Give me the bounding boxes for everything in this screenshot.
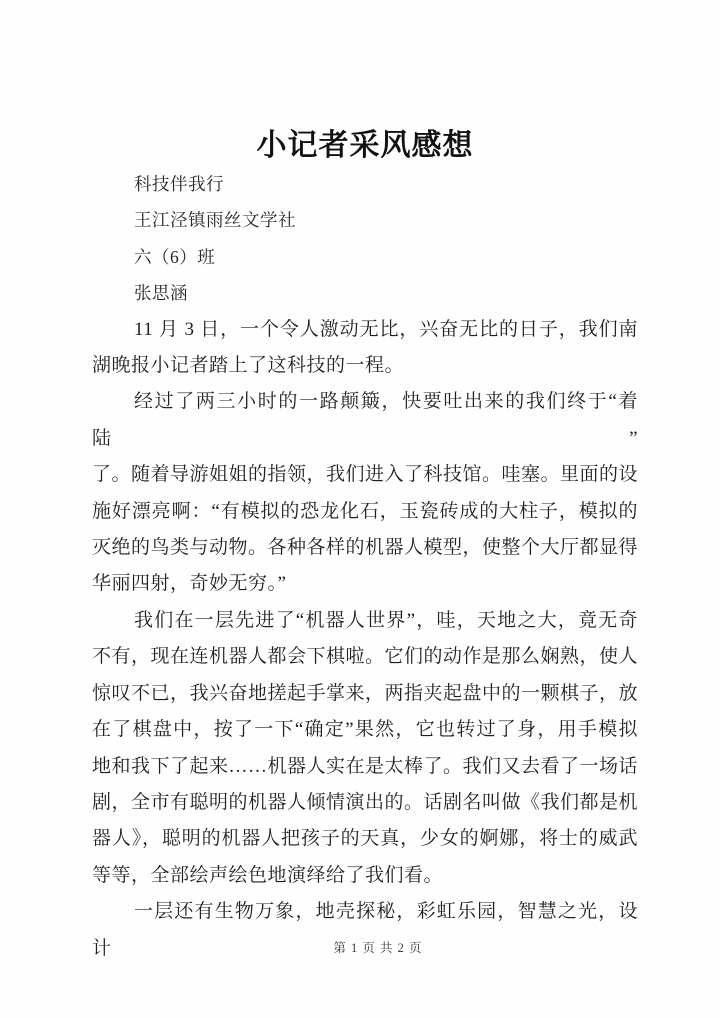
body-line: 等等，全部绘声绘色地演绎给了我们看。	[92, 864, 444, 886]
body-line: 施好漂亮啊：“有模拟的恐龙化石，玉瓷砖成的大柱子，模拟的	[92, 500, 638, 522]
byline-line-class: 六（6）班	[134, 246, 216, 267]
byline-line-club-slogan: 科技伴我行	[134, 174, 224, 194]
byline-line-author: 张思涵	[134, 283, 188, 304]
body-line: 灭绝的鸟类与动物。各种各样的机器人模型，使整个大厅都显得	[92, 537, 639, 559]
body-line: 我们在一层先进了“机器人世界”，哇，天地之大，竟无奇	[134, 609, 638, 631]
body-line: 不有，现在连机器人都会下棋啦。它们的动作是那么娴熟，使人	[92, 646, 639, 668]
body-line: 华丽四射，奇妙无穷。”	[92, 573, 287, 595]
byline-line-society: 王江泾镇雨丝文学社	[134, 210, 296, 231]
body-line: 经过了两三小时的一路颠簸，快要吐出来的我们终于“着陆”	[92, 391, 638, 449]
body-line: 惊叹不已，我兴奋地搓起手掌来，两指夹起盘中的一颗棋子，放	[92, 682, 639, 704]
body-line: 剧，全市有聪明的机器人倾情演出的。话剧名叫做《我们都是机	[92, 791, 639, 813]
document-title: 小记者采风感想	[256, 129, 474, 162]
body-line: 在了棋盘中，按了一下“确定”果然，它也转过了身，用手模拟	[92, 719, 638, 741]
body-line: 了。随着导游姐姐的指领，我们进入了科技馆。哇塞。里面的设	[92, 464, 639, 486]
content-column	[92, 0, 638, 967]
body-line: 湖晚报小记者踏上了这科技的一程。	[92, 355, 405, 377]
page-number-footer: 第 1 页 共 2 页	[333, 941, 423, 955]
body-line: 器人》，聪明的机器人把孩子的天真，少女的婀娜，将士的威武	[92, 828, 638, 850]
body-line: 地和我下了起来……机器人实在是太棒了。我们又去看了一场话	[92, 755, 639, 777]
body-line: 11 月 3 日，一个令人激动无比，兴奋无比的日子，我们南	[134, 318, 638, 340]
body-line: 一层还有生物万象，地壳探秘，彩虹乐园，智慧之光，设计	[92, 901, 638, 959]
